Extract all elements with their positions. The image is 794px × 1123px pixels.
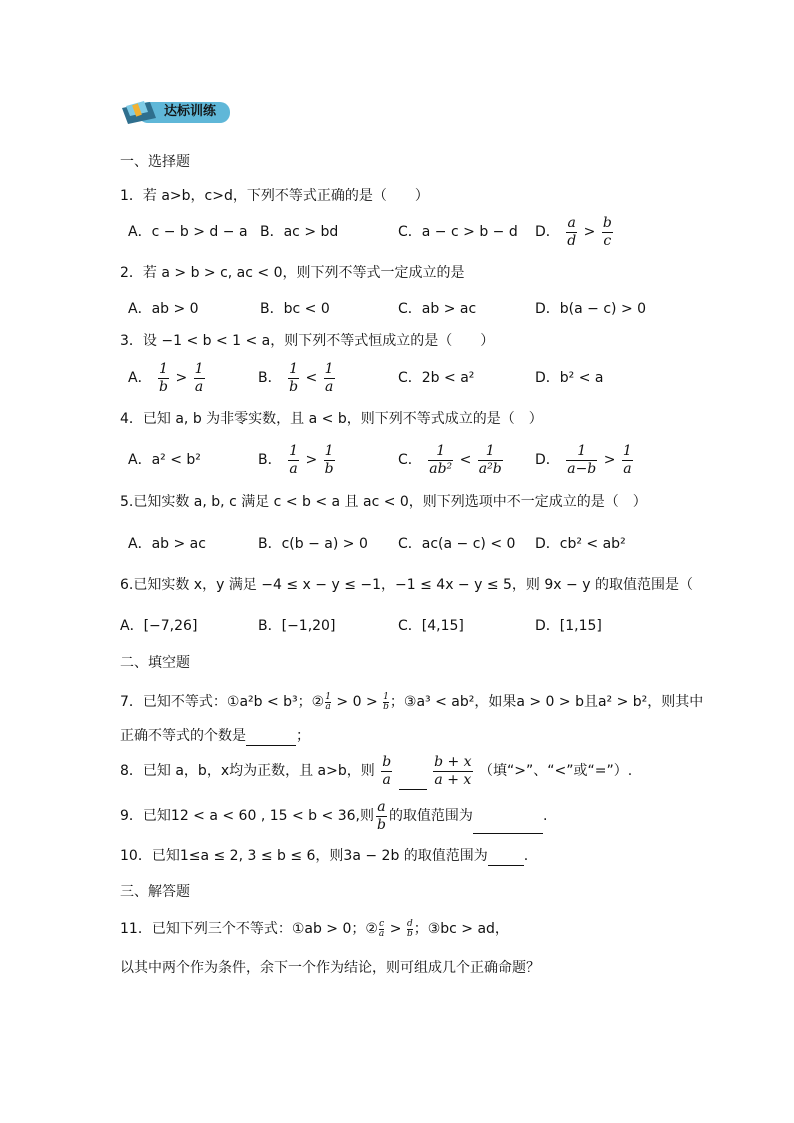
q6-option-a: A．[−7,26] <box>120 618 198 634</box>
q2-option-c: C．ab > ac <box>398 301 477 317</box>
q5-option-a: A．ab > ac <box>128 536 206 552</box>
q4-option-d-label: D． <box>535 452 560 468</box>
section-banner <box>120 98 232 126</box>
section-title-fill: 二、填空题 <box>120 655 190 671</box>
q3-option-a-label: A． <box>128 370 152 386</box>
fraction-1-over-ab2: $\frac{1}{\text{ab²}}$ <box>429 442 453 477</box>
q6-option-d: D．[1,15] <box>535 618 602 634</box>
fraction-1-over-b: $\frac{1}{b}$ <box>324 442 334 477</box>
fraction-b-over-a: $\frac{b}{a}$ <box>382 753 392 788</box>
question-11-line2: 以其中两个作为条件，余下一个作为结论，则可组成几个正确命题？ <box>120 960 540 976</box>
question-4-stem: 4．已知 a, b 为非零实数，且 a < b，则下列不等式成立的是（ ） <box>120 411 543 427</box>
q1-option-a: A．c − b > d − a <box>128 224 248 240</box>
question-11-line1 <box>120 917 509 941</box>
q11-mid: > <box>385 921 406 937</box>
gt-sign: > <box>583 224 596 240</box>
q3-option-b-label: B． <box>258 370 282 386</box>
section-title-choice: 一、选择题 <box>120 154 190 170</box>
q9-end: . <box>542 808 548 824</box>
q1-option-b: B．ac > bd <box>260 224 339 240</box>
question-10 <box>120 846 528 866</box>
question-8 <box>120 752 632 790</box>
question-9 <box>120 798 547 834</box>
fraction-b-plus-x-over-a-plus-x: $\frac{b + x}{a + x}$ <box>434 753 472 788</box>
fraction-1-over-a-minus-b: $\frac{1}{a-b}$ <box>567 442 597 477</box>
fraction-b-over-c: $\frac{b}{c}$ <box>602 214 612 249</box>
q1-option-d <box>535 214 615 250</box>
q7-end: ； <box>296 728 310 744</box>
q6-option-b: B．[−1,20] <box>258 618 336 634</box>
question-6-stem: 6.已知实数 x，y 满足 −4 ≤ x − y ≤ −1，−1 ≤ 4x − y ≤ 5，则 9x − y 的取值范围是（ <box>120 577 693 593</box>
answer-blank[interactable] <box>473 817 543 834</box>
gt-sign: > <box>305 452 318 468</box>
gt-sign: > <box>175 370 188 386</box>
q4-option-a: A．a² < b² <box>128 452 201 468</box>
fraction-1-over-a-small: $\frac{1}{a}$ <box>325 691 331 712</box>
q4-option-c <box>398 442 505 478</box>
q4-option-c-label: C． <box>398 452 422 468</box>
q7-text-b: ；③a³ < ab²，如果a > 0 > b且a² > b²，则其中 <box>389 694 704 710</box>
question-3-stem: 3．设 −1 < b < 1 < a，则下列不等式恒成立的是（ ） <box>120 333 495 349</box>
lt-sign: < <box>305 370 318 386</box>
answer-blank[interactable] <box>488 849 524 866</box>
fraction-1-over-a: $\frac{1}{a}$ <box>289 442 298 477</box>
fraction-1-over-b: $\frac{1}{b}$ <box>289 360 299 395</box>
question-1-stem: 1．若 a>b，c>d，下列不等式正确的是（ ） <box>120 188 429 204</box>
q7-line2-text: 正确不等式的个数是 <box>120 728 246 744</box>
q8-pre: 8．已知 a，b，x均为正数，且 a>b，则 <box>120 763 375 779</box>
q3-option-c: C．2b < a² <box>398 370 475 386</box>
q3-option-d: D．b² < a <box>535 370 604 386</box>
q4-option-d <box>535 442 635 478</box>
q5-option-d: D．cb² < ab² <box>535 536 626 552</box>
q11-text-a: 11．已知下列三个不等式：①ab > 0；② <box>120 921 378 937</box>
banner-label: 达标训练 <box>164 104 217 119</box>
q11-text-b: ；③bc > ad， <box>413 921 509 937</box>
q9-pre: 9．已知12 < a < 60 , 15 < b < 36,则 <box>120 808 374 824</box>
fraction-d-over-b-small: $\frac{d}{b}$ <box>406 918 413 939</box>
answer-blank[interactable] <box>399 773 427 790</box>
fraction-1-over-a2b: $\frac{1}{\text{a²b}}$ <box>478 442 502 477</box>
q3-option-b <box>258 360 337 396</box>
fraction-1-over-a: $\frac{1}{a}$ <box>324 360 334 395</box>
q6-option-c: C．[4,15] <box>398 618 464 634</box>
q2-option-b: B．bc < 0 <box>260 301 330 317</box>
question-2-stem: 2．若 a > b > c, ac < 0，则下列不等式一定成立的是 <box>120 265 465 281</box>
q10-end: . <box>523 848 529 864</box>
fraction-a-over-b: $\frac{a}{b}$ <box>376 798 386 833</box>
fraction-1-over-a: $\frac{1}{a}$ <box>622 442 632 477</box>
gt-sign: > <box>603 452 616 468</box>
q3-option-a <box>128 360 207 396</box>
fraction-c-over-a-small: $\frac{c}{a}$ <box>378 918 385 939</box>
question-5-stem: 5.已知实数 a, b, c 满足 c < b < a 且 ac < 0，则下列选项中不一定成立的是（ ） <box>120 494 647 510</box>
fraction-1-over-b-small: $\frac{1}{b}$ <box>383 691 389 712</box>
q2-option-d: D．b(a − c) > 0 <box>535 301 647 317</box>
question-7-line1 <box>120 690 703 714</box>
question-7-line2 <box>120 726 310 746</box>
section-title-solve: 三、解答题 <box>120 884 190 900</box>
answer-blank[interactable] <box>246 729 296 746</box>
q5-option-c: C．ac(a − c) < 0 <box>398 536 516 552</box>
q4-option-b <box>258 442 337 478</box>
q8-post: （填“>”、“<”或“=”）. <box>479 763 633 779</box>
q7-text-a: 7．已知不等式：①a²b < b³；② <box>120 694 325 710</box>
fraction-1-over-a: $\frac{1}{a}$ <box>194 360 204 395</box>
q1-option-d-label: D． <box>535 224 560 240</box>
fraction-a-over-d: $\frac{a}{d}$ <box>567 214 577 249</box>
q5-option-b: B．c(b − a) > 0 <box>258 536 368 552</box>
fraction-1-over-b: $\frac{1}{b}$ <box>159 360 168 395</box>
q9-post: 的取值范围为 <box>388 808 473 824</box>
q4-option-b-label: B． <box>258 452 282 468</box>
q1-option-c: C．a − c > b − d <box>398 224 518 240</box>
q7-mid: > 0 > <box>331 694 383 710</box>
q10-text: 10．已知1≤a ≤ 2, 3 ≤ b ≤ 6，则3a − 2b 的取值范围为 <box>120 848 488 864</box>
q2-option-a: A．ab > 0 <box>128 301 199 317</box>
lt-sign: < <box>459 452 472 468</box>
